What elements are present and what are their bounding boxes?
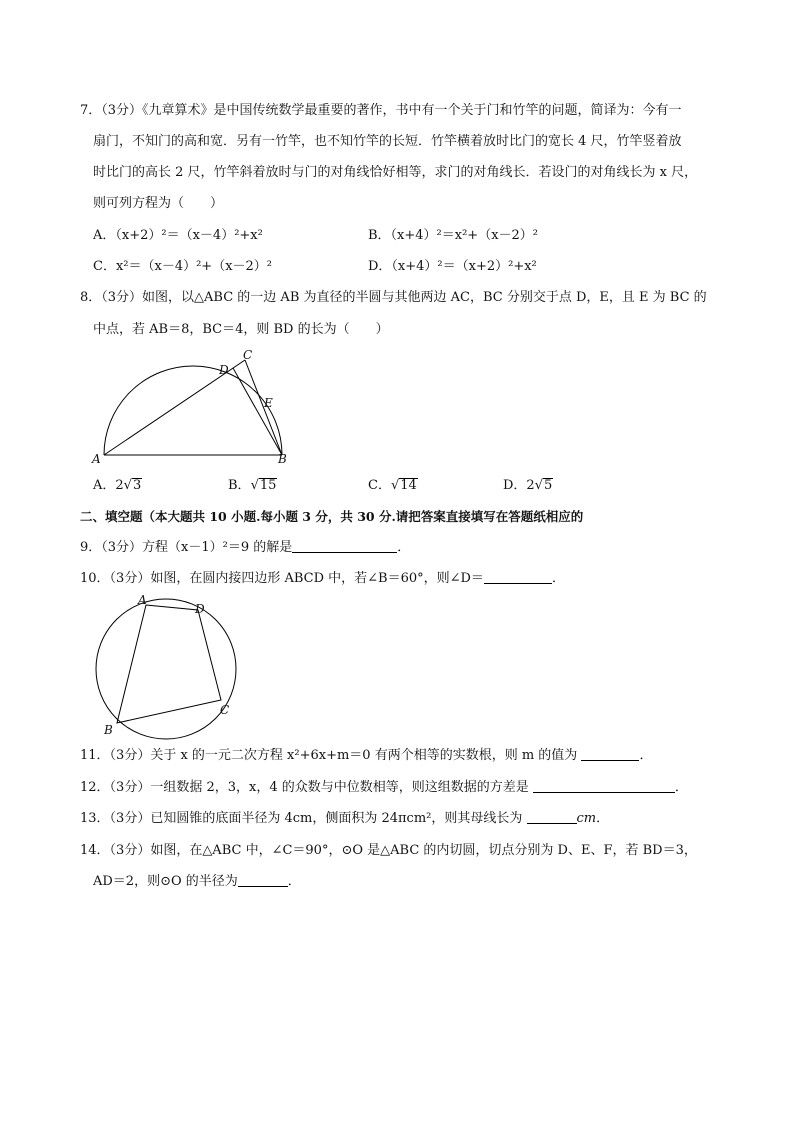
- q12: [80, 779, 688, 797]
- q8-option-c-radicand: 14: [400, 478, 417, 493]
- q14-line-2: [93, 873, 301, 891]
- q8-figure: [88, 345, 298, 470]
- q14-period: ．: [287, 874, 301, 889]
- q8-option-a-radicand: 3: [132, 478, 142, 493]
- q10-text: 10．（3分）如图，在圆内接四边形 ABCD 中，若∠B＝60°，则∠D＝: [80, 571, 484, 586]
- q7-option-a: A．（x+2）²＝（x－4）²+x²: [93, 228, 263, 243]
- q9: [80, 539, 410, 557]
- q8-label-b: B: [278, 452, 287, 466]
- q7-option-c: C．x²＝（x－4）²+（x－2）²: [93, 259, 273, 274]
- q8-label-e: E: [264, 396, 273, 410]
- q8-option-b-prefix: B．: [228, 478, 251, 493]
- q8-option-a: [93, 477, 142, 495]
- q14-answer-blank[interactable]: [238, 873, 288, 887]
- q8-line-1: 8．（3分）如图，以△ABC 的一边 AB 为直径的半圆与其他两边 AC，BC 分别交于点 D，E，且 E 为 BC 的: [80, 290, 707, 305]
- q9-text: 9．（3分）方程（x－1）²＝9 的解是: [80, 540, 293, 555]
- q7-line-2: 扇门，不知门的高和宽．另有一竹竿，也不知竹竿的长短．竹竿横着放时比门的宽长 4 尺，竹竿竖着放: [93, 134, 682, 149]
- q10-label-b: B: [104, 723, 113, 737]
- q10-answer-blank[interactable]: [484, 570, 552, 584]
- q7-line-3: 时比门的高长 2 尺，竹竿斜着放时与门的对角线恰好相等，求门的对角线长．若设门的对角线长为 x 尺，: [93, 165, 698, 180]
- q10-figure: [88, 592, 248, 742]
- q8-label-a: A: [92, 452, 101, 466]
- q9-period: ．: [397, 540, 411, 555]
- q8-option-d: [503, 477, 553, 495]
- q12-answer-blank[interactable]: [533, 779, 675, 793]
- q7-line-4: 则可列方程为（ ）: [93, 196, 224, 211]
- q10-label-c: C: [220, 703, 230, 717]
- q13-text: 13．（3分）已知圆锥的底面半径为 4cm，侧面积为 24πcm²，则其母线长为: [80, 811, 523, 826]
- q10-quadrilateral-abcd: [117, 605, 221, 723]
- q7-option-b: B．（x+4）²＝x²+（x－2）²: [368, 228, 539, 243]
- q8-label-d: D: [219, 363, 229, 377]
- q8-option-d-radicand: 5: [544, 478, 553, 493]
- q11-answer-blank[interactable]: [581, 747, 639, 761]
- q8-option-a-prefix: A．2: [93, 478, 124, 493]
- q10: [80, 570, 565, 588]
- q8-semicircle: [104, 366, 282, 455]
- q7-option-d: D．（x+4）²＝（x+2）²+x²: [368, 259, 537, 274]
- q14-line-1: 14．（3分）如图，在△ABC 中，∠C＝90°，⊙O 是△ABC 的内切圆，切点分别为 D、E、F，若 BD＝3，: [80, 843, 697, 858]
- q9-answer-blank[interactable]: [292, 539, 397, 553]
- q10-label-a: A: [138, 593, 147, 607]
- q8-segment-db: [233, 368, 282, 455]
- q8-option-b: [228, 477, 277, 495]
- radical-icon: √: [534, 478, 543, 493]
- q8-option-c-prefix: C．: [368, 478, 391, 493]
- q8-label-c: C: [243, 348, 253, 362]
- q8-line-2: 中点，若 AB＝8，BC＝4，则 BD 的长为（ ）: [93, 322, 389, 337]
- radical-icon: √: [390, 478, 400, 493]
- q10-period: ．: [551, 571, 565, 586]
- q13: [80, 810, 609, 828]
- q7-line-1: 7．（3分）《九章算术》是中国传统数学最重要的著作，书中有一个关于门和竹竿的问题，简译为：今有一: [80, 103, 682, 118]
- q11-text: 11．（3分）关于 x 的一元二次方程 x²+6x+m＝0 有两个相等的实数根，则 m 的值为: [80, 748, 578, 763]
- q12-period: ．: [674, 780, 688, 795]
- radical-icon: √: [250, 478, 259, 493]
- q8-option-c: [368, 477, 418, 495]
- section-2-header: 二、填空题（本大题共 10 小题.每小题 3 分，共 30 分.请把答案直接填写在答题纸相应的: [80, 509, 584, 524]
- q13-unit: cm: [576, 811, 597, 826]
- q10-circle: [96, 599, 236, 739]
- q8-option-d-prefix: D．2: [503, 478, 535, 493]
- q11-period: ．: [639, 748, 653, 763]
- q14-text: AD＝2，则⊙O 的半径为: [93, 874, 238, 889]
- q12-text: 12．（3分）一组数据 2，3，x，4 的众数与中位数相等，则这组数据的方差是: [80, 780, 529, 795]
- q13-period: ．: [596, 811, 610, 826]
- q8-option-b-radicand: 15: [259, 478, 277, 493]
- q10-label-d: D: [195, 602, 205, 616]
- q13-answer-blank[interactable]: [527, 810, 577, 824]
- q11: [80, 747, 652, 765]
- radical-icon: √: [123, 478, 132, 493]
